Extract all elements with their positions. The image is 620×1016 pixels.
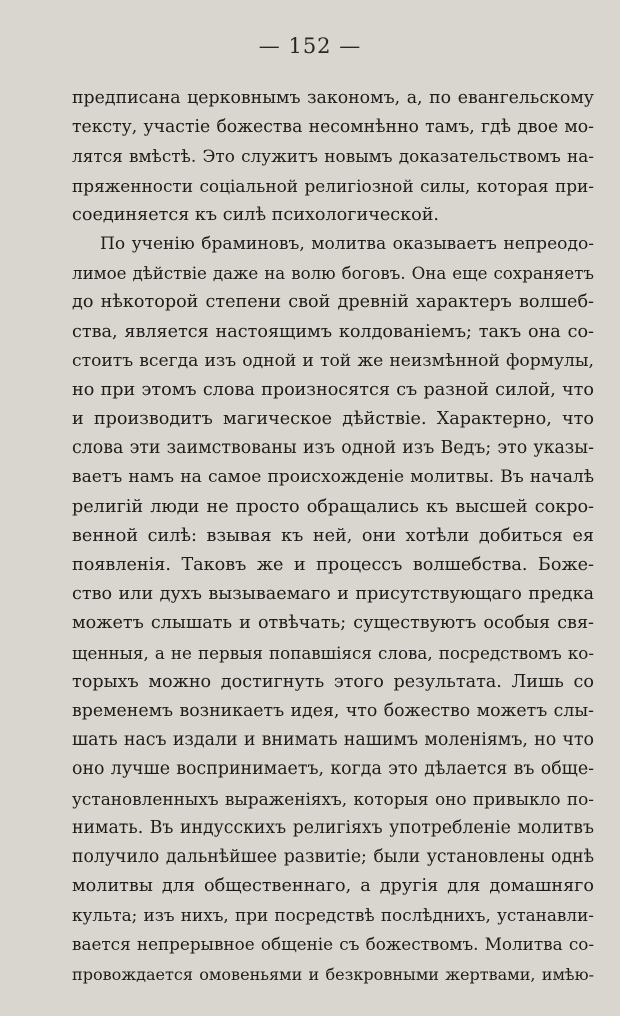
text-line: и производитъ магическое дѣйствіе. Характерно, что [72, 409, 594, 430]
text-line: предписана церковнымъ закономъ, а, по евангельскому [72, 88, 594, 108]
text-line: культа; изъ нихъ, при посредствѣ послѣднихъ, устанавли- [72, 905, 594, 926]
text-line: соединяется къ силѣ психологической. [72, 204, 440, 225]
text-line: стоитъ всегда изъ одной и той же неизмѣнной формулы, [72, 350, 594, 371]
body-text [72, 84, 594, 989]
text-line: получило дальнѣйшее развитіе; были установлены однѣ [72, 846, 594, 867]
text-line: ваетъ намъ на самое происхожденіе молитвы. Въ началѣ [72, 467, 594, 488]
text-line: ства, является настоящимъ колдованіемъ; такъ она со- [72, 321, 594, 342]
text-line: ство или духъ вызываемаго и присутствующаго предка [72, 584, 594, 605]
text-line: венной силѣ: взывая къ ней, они хотѣли добиться ея [72, 525, 594, 546]
text-line: установленныхъ выраженіяхъ, которыя оно привыкло по- [72, 788, 594, 809]
text-line: до нѣкоторой степени свой древній характеръ волшеб- [72, 292, 594, 313]
text-line: временемъ возникаетъ идея, что божество можетъ слы- [72, 700, 594, 721]
text-line: появленія. Таковъ же и процессъ волшебства. Боже- [72, 555, 594, 575]
text-line: провождается омовеньями и безкровными жертвами, имѣю- [72, 964, 594, 984]
text-line: шать насъ издали и внимать нашимъ моленіямъ, но что [72, 730, 594, 751]
text-line: лимое дѣйствіе даже на волю боговъ. Она еще сохраняетъ [72, 264, 594, 284]
text-line: щенныя, а не первыя попавшіяся слова, посредствомъ ко- [72, 642, 594, 663]
text-line: можетъ слышать и отвѣчать; существуютъ особыя свя- [72, 613, 594, 634]
text-line: По ученію браминовъ, молитва оказываетъ непреодо- [100, 233, 594, 254]
text-line: вается непрерывное общеніе съ божествомъ. Молитва со- [72, 934, 594, 955]
text-line: но при этомъ слова произносятся съ разной силой, что [72, 379, 594, 400]
text-line: торыхъ можно достигнуть этого результата. Лишь со [72, 671, 594, 692]
text-line: слова эти заимствованы изъ одной изъ Ведъ; это указы- [72, 438, 594, 459]
text-line: религій люди не просто обращались къ высшей сокро- [72, 496, 594, 517]
text-line: нимать. Въ индусскихъ религіяхъ употребленіе молитвъ [72, 817, 594, 838]
page-number: — 152 — [258, 34, 362, 58]
text-line: лятся вмѣстѣ. Это служитъ новымъ доказательствомъ на- [72, 146, 594, 167]
text-line: тексту, участіе божества несомнѣнно тамъ, гдѣ двое мо- [72, 117, 594, 138]
text-line: пряженности соціальной религіозной силы, которая при- [72, 175, 594, 196]
text-line: оно лучше воспринимаетъ, когда это дѣлается въ обще- [72, 759, 594, 780]
text-line: молитвы для общественнаго, а другія для домашняго [72, 876, 594, 897]
